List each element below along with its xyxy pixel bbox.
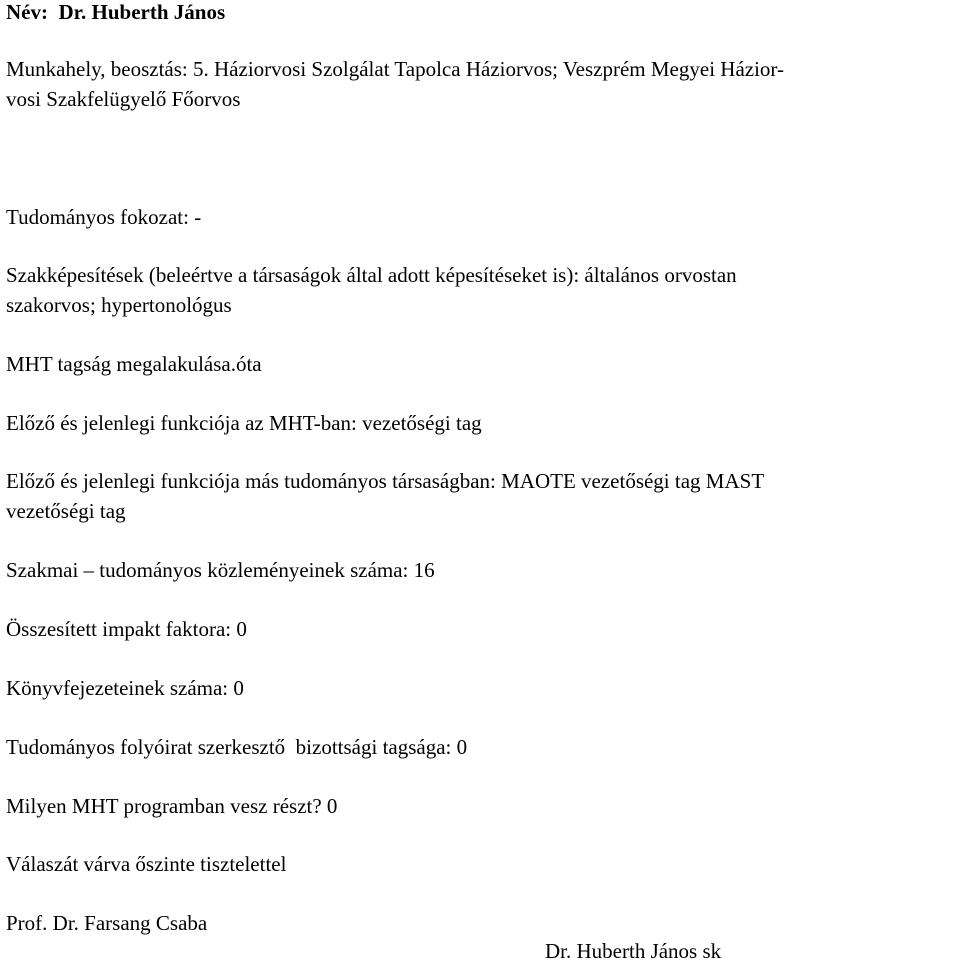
- other-society-line-1: Előző és jelenlegi funkciója más tudományos társaságban: MAOTE vezetőségi tag MAST: [6, 469, 765, 493]
- publications-line: Szakmai – tudományos közleményeinek száma: 16: [6, 558, 435, 582]
- other-society-line-2: vezetőségi tag: [6, 499, 126, 523]
- mht-function-line: Előző és jelenlegi funkciója az MHT-ban: vezetőségi tag: [6, 411, 482, 435]
- impact-line: Összesített impakt faktora: 0: [6, 617, 247, 641]
- qualifications-line-2: szakorvos; hypertonológus: [6, 293, 232, 317]
- closing-line: Válaszát várva őszinte tisztelettel: [6, 852, 287, 876]
- name-value: Dr. Huberth János: [58, 0, 226, 24]
- degree-line: Tudományos fokozat: -: [6, 205, 202, 229]
- program-line: Milyen MHT programban vesz részt? 0: [6, 794, 338, 818]
- name-label: Név:: [6, 0, 59, 24]
- membership-line: MHT tagság megalakulása.óta: [6, 352, 262, 376]
- workplace-line-2: vosi Szakfelügyelő Főorvos: [6, 87, 241, 111]
- chapters-line: Könyvfejezeteinek száma: 0: [6, 676, 244, 700]
- name-line: [6, 0, 225, 24]
- qualifications-line-1: Szakképesítések (beleértve a társaságok által adott képesítéseket is): általános orvostan: [6, 263, 737, 287]
- workplace-line-1: Munkahely, beosztás: 5. Háziorvosi Szolgálat Tapolca Háziorvos; Veszprém Megyei Házior-: [6, 57, 784, 81]
- sender-line: Prof. Dr. Farsang Csaba: [6, 911, 208, 935]
- signature-line: Dr. Huberth János sk: [545, 939, 722, 963]
- editorial-line: Tudományos folyóirat szerkesztő bizottsági tagsága: 0: [6, 735, 468, 759]
